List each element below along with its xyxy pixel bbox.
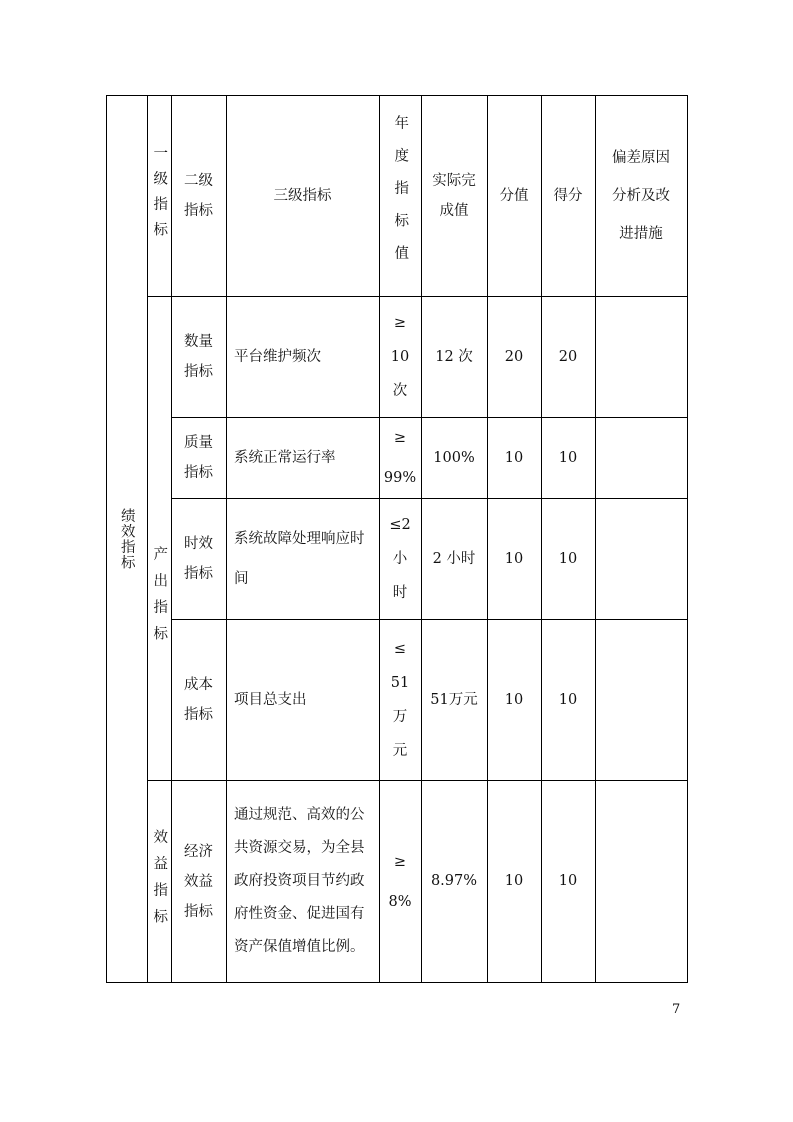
- actual-cell: [421, 499, 487, 619]
- text-line: ≥: [393, 853, 407, 870]
- actual-cell-text: 100%: [433, 449, 475, 466]
- target-cell: [379, 499, 421, 619]
- target-cell-text: [388, 842, 411, 922]
- value-cell-text: 10: [504, 550, 524, 567]
- level3-cell-text: [234, 519, 365, 599]
- value-cell: [487, 781, 541, 982]
- group-output-label: 产出指标: [151, 545, 168, 652]
- text-line: 通过规范、高效的公: [234, 807, 365, 823]
- level2-cell-text: [184, 837, 213, 927]
- group-benefit-label: 效益指标: [151, 828, 168, 935]
- deviation-cell: [595, 418, 687, 498]
- header-level3-cell: [226, 96, 379, 296]
- level2-cell-text: [184, 529, 213, 589]
- text-line: 质量: [184, 435, 213, 451]
- value-cell-text: 10: [504, 873, 524, 890]
- header-level2: [184, 166, 213, 226]
- level3-cell: [226, 620, 379, 780]
- text-line: 平台维护频次: [234, 349, 321, 365]
- text-line: ≥: [393, 430, 407, 446]
- text-line: 小: [392, 551, 408, 567]
- group-output-label-cell: [147, 297, 171, 780]
- level2-cell: [171, 418, 226, 498]
- text-line: 偏差原因: [612, 150, 670, 166]
- level3-cell: [226, 297, 379, 417]
- score-cell-text: 10: [558, 873, 578, 890]
- header-actual-cell: [421, 96, 487, 296]
- text-line: 二级: [184, 173, 213, 189]
- score-cell-text: 10: [558, 691, 578, 708]
- score-cell: [541, 418, 595, 498]
- value-cell: [487, 418, 541, 498]
- text-line: 共资源交易，为全县: [234, 840, 365, 856]
- target-cell-text: [391, 306, 409, 408]
- text-line: 进措施: [619, 226, 663, 242]
- text-line: 指标: [184, 203, 213, 219]
- table-border-bottom: [106, 982, 688, 983]
- level2-cell-text: [184, 428, 213, 488]
- level2-cell: [171, 297, 226, 417]
- level3-cell-text: [234, 799, 365, 964]
- target-cell-text: [389, 508, 410, 610]
- target-cell-text: [391, 632, 409, 768]
- text-line: 系统故障处理响应时: [234, 531, 365, 547]
- actual-cell-text: 2 小时: [432, 550, 476, 567]
- value-cell: [487, 499, 541, 619]
- header-deviation-cell: [595, 96, 687, 296]
- group-benefit-label-cell: [147, 781, 171, 982]
- text-line: 元: [392, 743, 408, 759]
- value-cell: [487, 620, 541, 780]
- text-line: 时: [392, 585, 408, 601]
- text-line: ≤: [393, 641, 407, 657]
- text-line: 指标: [184, 364, 213, 380]
- text-line: 资产保值增值比例。: [234, 939, 365, 955]
- level2-cell: [171, 620, 226, 780]
- score-cell-text: 20: [558, 348, 578, 365]
- header-level3: 三级指标: [273, 187, 332, 204]
- text-line: 指标: [184, 707, 213, 723]
- actual-cell: [421, 781, 487, 982]
- actual-cell: [421, 418, 487, 498]
- text-line: 指标: [184, 903, 213, 920]
- level3-cell-text: [234, 337, 321, 377]
- header-value-cell: [487, 96, 541, 296]
- level2-cell: [171, 781, 226, 982]
- text-line: 99%: [383, 470, 417, 486]
- outer-label: 绩效指标: [118, 508, 135, 570]
- text-line: 万: [392, 709, 408, 725]
- target-cell: [379, 781, 421, 982]
- text-line: 效益: [184, 873, 213, 890]
- text-line: 系统正常运行率: [234, 450, 336, 466]
- text-line: ≥: [393, 315, 407, 331]
- actual-cell-text: 12 次: [435, 348, 473, 365]
- header-deviation: [612, 139, 670, 253]
- text-line: ≤2: [389, 517, 411, 533]
- level2-cell: [171, 499, 226, 619]
- text-line: 成本: [184, 677, 213, 693]
- text-line: 指标: [184, 566, 213, 582]
- text-line: 间: [234, 571, 249, 587]
- deviation-cell: [595, 781, 687, 982]
- actual-cell-text: 51万元: [430, 691, 478, 708]
- score-cell: [541, 297, 595, 417]
- text-line: 经济: [184, 843, 213, 860]
- text-line: 成值: [439, 203, 469, 219]
- header-annual-target-cell: [379, 96, 421, 296]
- level2-cell-text: [184, 327, 213, 387]
- header-level1: 一级指标: [151, 145, 168, 247]
- deviation-cell: [595, 620, 687, 780]
- target-cell: [379, 418, 421, 498]
- text-line: 次: [392, 383, 408, 399]
- level3-cell: [226, 499, 379, 619]
- actual-cell: [421, 297, 487, 417]
- text-line: 分析及改: [612, 188, 670, 204]
- header-score: 得分: [553, 187, 583, 204]
- text-line: 10: [390, 349, 410, 365]
- score-cell: [541, 620, 595, 780]
- value-cell-text: 20: [504, 348, 524, 365]
- text-line: 8%: [388, 893, 412, 910]
- level3-cell-text: [234, 680, 307, 720]
- target-cell: [379, 620, 421, 780]
- level3-cell-text: [234, 438, 336, 478]
- header-level1-cell: [147, 96, 171, 296]
- table-border-right: [687, 95, 688, 983]
- score-cell: [541, 499, 595, 619]
- text-line: 时效: [184, 536, 213, 552]
- header-annual-target: 年度指标值: [392, 114, 409, 278]
- header-actual: [432, 166, 476, 226]
- score-cell: [541, 781, 595, 982]
- header-level2-cell: [171, 96, 226, 296]
- text-line: 实际完: [432, 173, 476, 189]
- score-cell-text: 10: [558, 449, 578, 466]
- text-line: 指标: [184, 465, 213, 481]
- score-cell-text: 10: [558, 550, 578, 567]
- actual-cell: [421, 620, 487, 780]
- deviation-cell: [595, 499, 687, 619]
- deviation-cell: [595, 297, 687, 417]
- text-line: 府性资金、促进国有: [234, 906, 365, 922]
- text-line: 51: [390, 675, 410, 691]
- header-value: 分值: [499, 187, 529, 204]
- target-cell-text: [384, 418, 416, 498]
- actual-cell-text: 8.97%: [430, 873, 478, 890]
- text-line: 数量: [184, 334, 213, 350]
- text-line: 项目总支出: [234, 692, 307, 708]
- header-score-cell: [541, 96, 595, 296]
- level3-cell: [226, 418, 379, 498]
- page-number: 7: [672, 1002, 681, 1017]
- value-cell-text: 10: [504, 691, 524, 708]
- outer-label-cell: [106, 96, 147, 982]
- value-cell: [487, 297, 541, 417]
- target-cell: [379, 297, 421, 417]
- value-cell-text: 10: [504, 449, 524, 466]
- level2-cell-text: [184, 670, 213, 730]
- level3-cell: [226, 781, 379, 982]
- text-line: 政府投资项目节约政: [234, 873, 365, 889]
